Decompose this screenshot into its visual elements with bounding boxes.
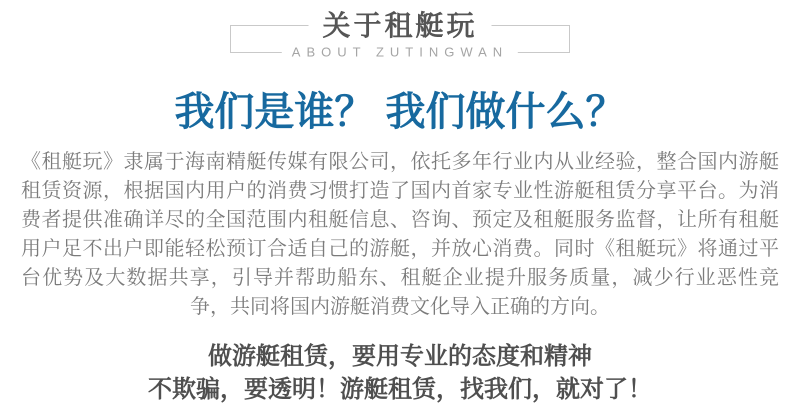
page-title: 我们是谁？ 我们做什么？	[174, 90, 626, 134]
company-intro-paragraph: 《租艇玩》隶属于海南精艇传媒有限公司，依托多年行业内从业经验，整合国内游艇租赁资源，根据国内用户的消费习惯打造了国内首家专业性游艇租赁分享平台。为消费者提供准确详尽的全国范围内租艇信息、咨询、预定及租艇服务监督，让所有租艇用户足不出户即能轻松预订合适自己的游艇，并放心消费。同时《租艇玩》将通过平台优势及大数据共享，引导并帮助船东、租艇企业提升服务质量，减少行业恶性竞争，共同将国内游艇消费文化导入正确的方向。	[21, 151, 779, 318]
slogan-block	[0, 340, 800, 406]
slogan-line-1: 做游艇租赁，要用专业的态度和精神	[208, 343, 592, 370]
section-header-frame	[230, 10, 570, 60]
slogan-line-2: 不欺骗，要透明！游艇租赁，找我们，就对了！	[148, 376, 652, 403]
section-title-chinese: 关于租艇玩	[308, 12, 491, 40]
section-title-english: ABOUT ZUTINGWAN	[282, 46, 518, 59]
